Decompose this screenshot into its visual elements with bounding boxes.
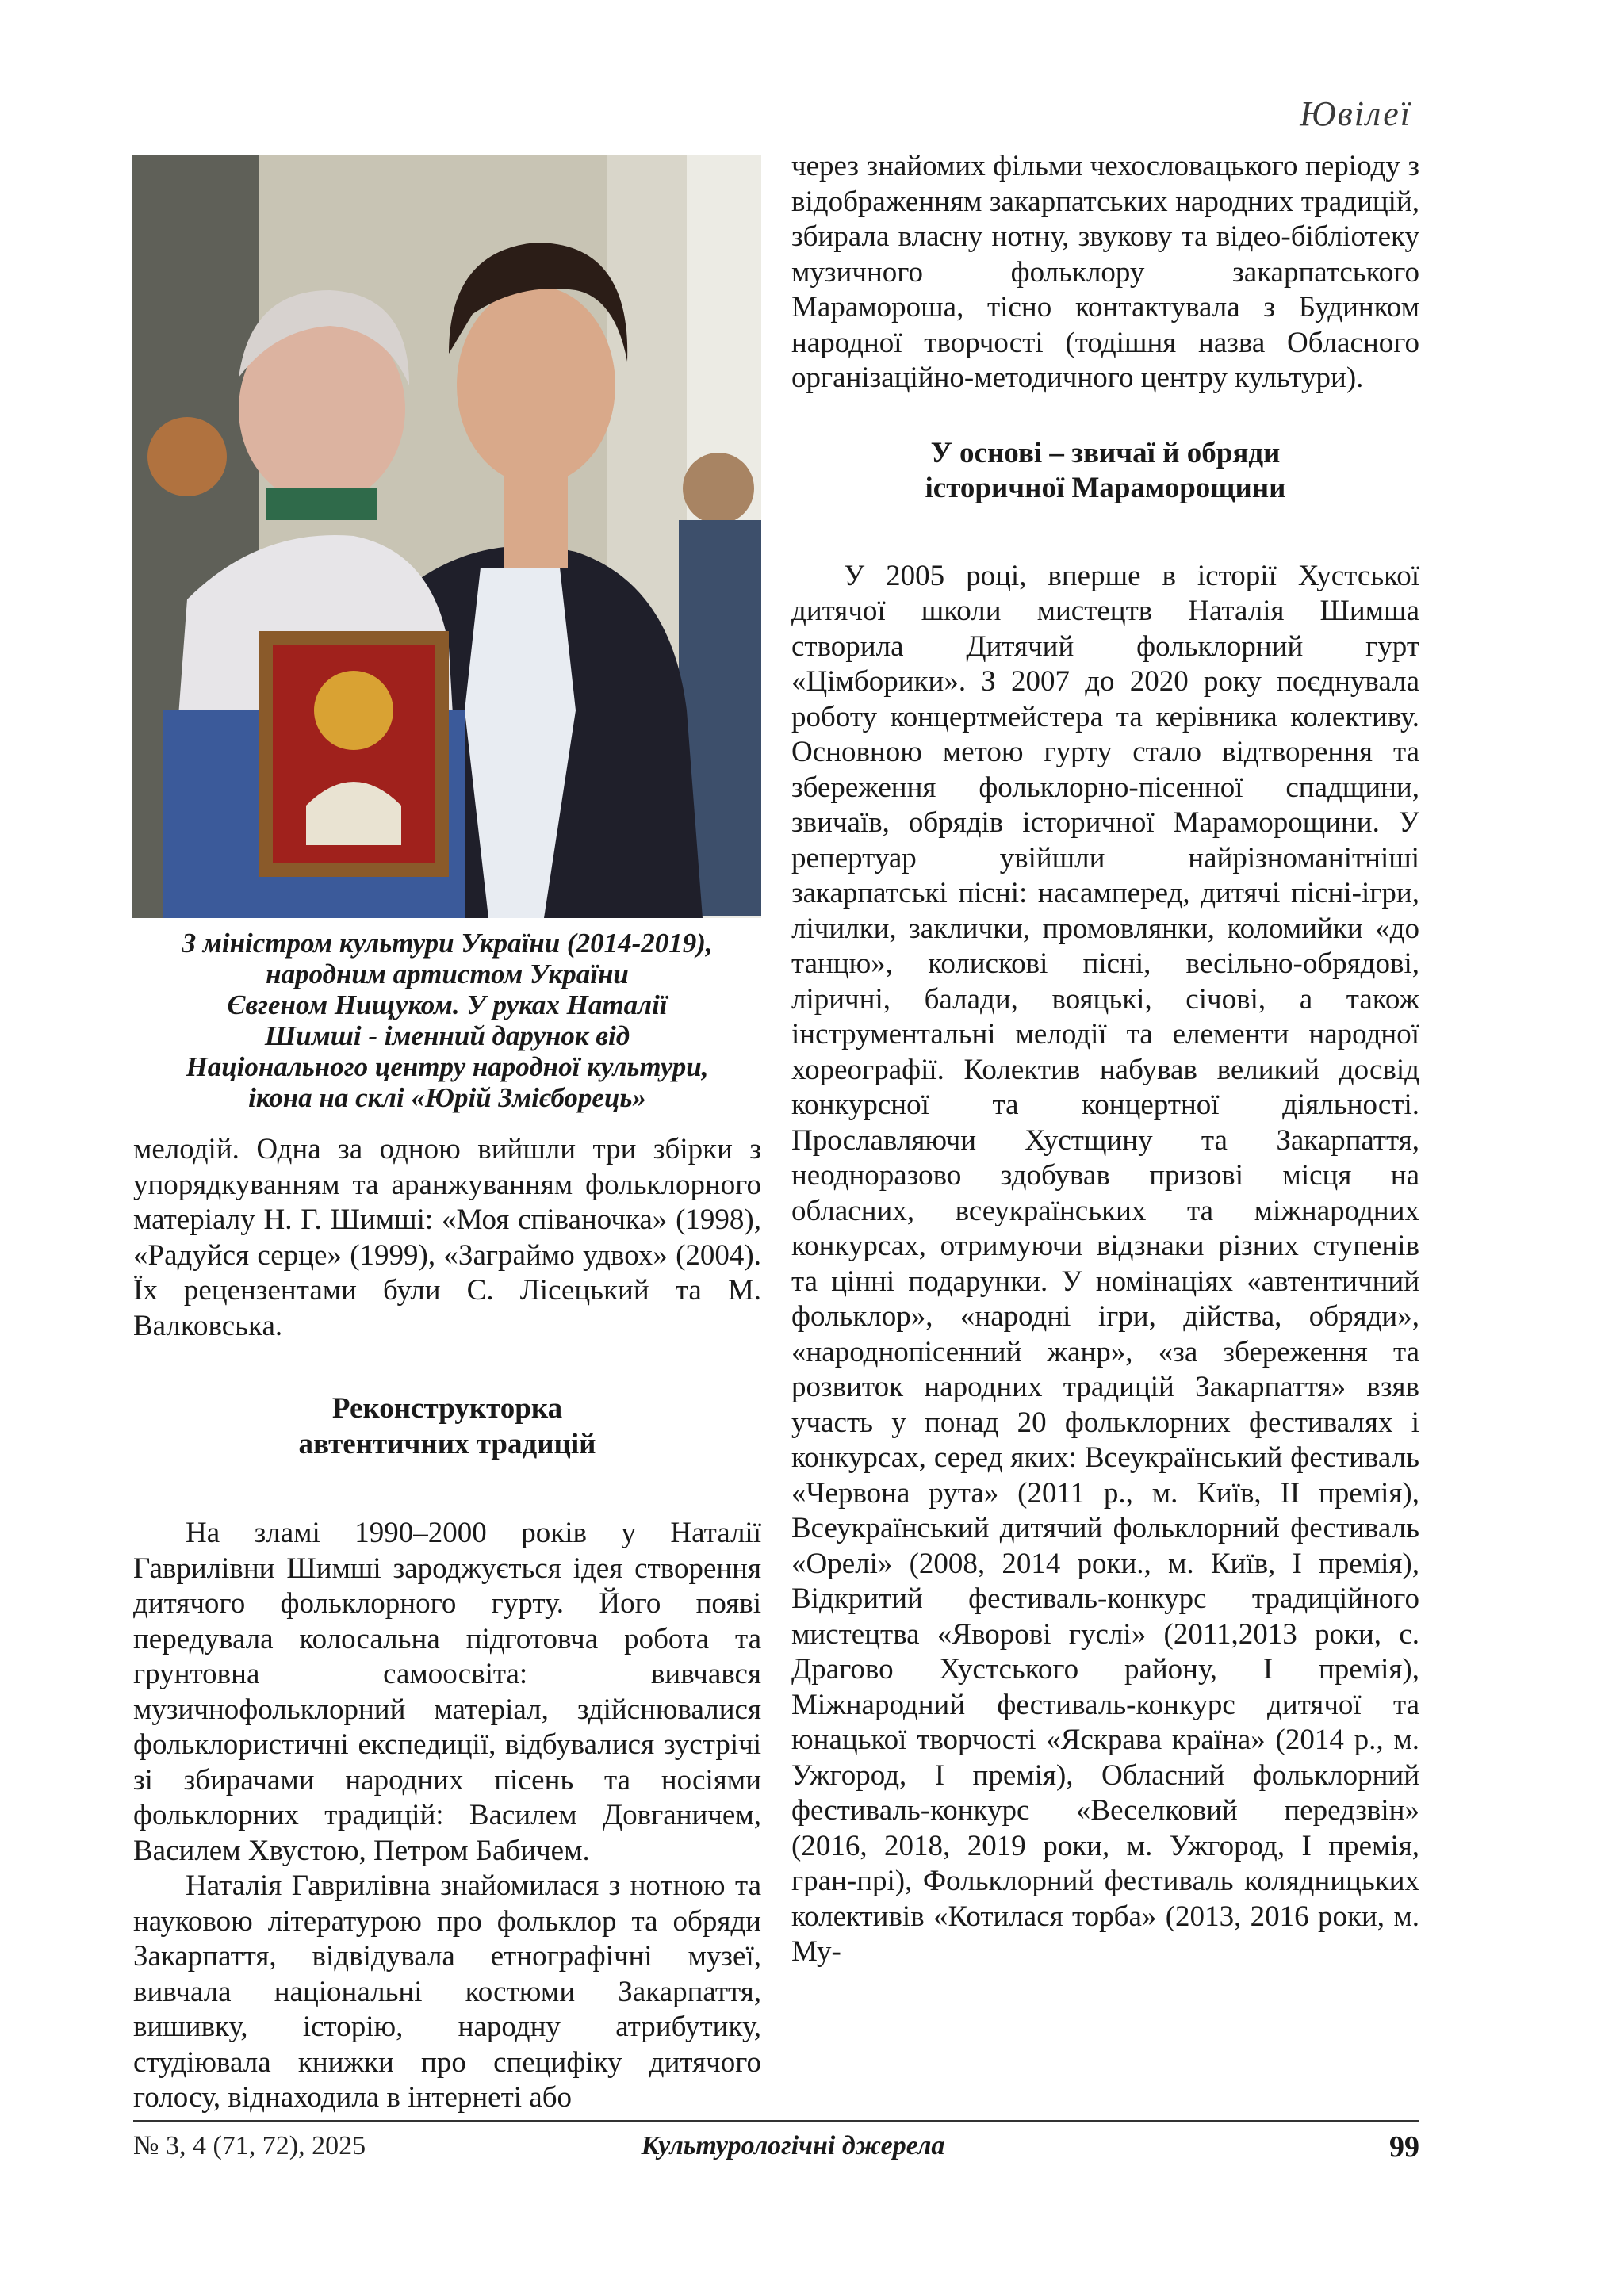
- body-paragraph: мелодій. Одна за одною вийшли три збірки з упорядкуванням та аранжуванням фольклорного матеріалу Н. Г. Шимші: «Моя співаночка» (1998), «Радуйся серце» (1999), «Заграймо удвох» (2004). Їх рецензентами були С. Лісецький та М. Валковська.: [133, 1133, 761, 1342]
- left-column: [133, 1132, 761, 2116]
- heading-line: У основі – звичаї й обряди: [930, 436, 1281, 469]
- caption-line: ікона на склі «Юрій Змієборець»: [248, 1082, 646, 1113]
- body-paragraph: На зламі 1990–2000 років у Наталії Гаврилівни Шимші зароджується ідея створення дитячого фольклорного гурту. Його появі передувала колосальна підготовча робота та грунтовна самоосвіта: вивчався музичнофольклорний матеріал, здійснювалися фольклористичні експедиції, відбувалися зустрічі зі збирачами народних пісень та носіями фольклорних традицій: Василем Довганичем, Василем Хвустою, Петром Бабичем.: [133, 1517, 761, 1867]
- caption-line: Національного центру народної культури,: [186, 1051, 709, 1082]
- issue-number: № 3, 4 (71, 72), 2025: [133, 2131, 366, 2160]
- heading-line: історичної Мараморощини: [925, 472, 1286, 504]
- caption-line: Євгеном Нищуком. У руках Наталії: [227, 989, 668, 1020]
- heading-line: автентичних традицій: [298, 1427, 596, 1460]
- caption-line: народним артистом України: [266, 959, 629, 989]
- heading-line: Реконструкторка: [331, 1392, 563, 1425]
- section-heading: [133, 1391, 761, 1462]
- section-heading: [791, 436, 1419, 507]
- article-photo: [132, 155, 761, 918]
- journal-title: Культурологічні джерела: [641, 2131, 945, 2160]
- caption-line: Шимші - іменний дарунок від: [264, 1020, 630, 1051]
- footer-rule: [133, 2120, 1419, 2122]
- body-paragraph: У 2005 році, вперше в історії Хустської дитячої школи мистецтв Наталія Шимша створила Дитячий фольклорний гурт «Цімборики». З 2007 до 2020 року поєднувала роботу концертмейстера та керівника колективу. Основною метою гурту стало відтворення та збереження фольклорно-пісенної спадщини, звичаїв, обрядів історичної Мараморощини. У репертуар увійшли найрізноманітніші закарпатські пісні: насамперед, дитячі пісні-ігри, лічилки, заклички, промовлянки, коломийки «до танцю», колискові пісні, весільно-обрядові, ліричні, балади, вояцькі, січові, а також інструментальні мелодії та елементи народної хореографії. Колектив набував великий досвід конкурсної та концертної діяльності. Прославляючи Хустщину та Закарпаття, неодноразово здобував призові місця на обласних, всеукраїнських та міжнародних конкурсах, отримуючи відзнаки різних ступенів та цінні подарунки. У номінаціях «автентичний фольклор», «народні ігри, дійства, обряди», «народнопісенний жанр», «за збереження та розвиток народних традицій Закарпаття» взяв участь у понад 20 фольклорних фестивалях і конкурсах, серед яких: Всеукраїнський фестиваль «Червона рута» (2011 р., м. Київ, ІІ премія), Всеукраїнський дитячий фольклорний фестиваль «Орелі» (2008, 2014 роки., м. Київ, І премія), Відкритий фестиваль-конкурс традиційного мистецтва «Яворові гуслі» (2011,2013 роки, с. Драгово Хустського району, І премія), Міжнародний фестиваль-конкурс дитячої та юнацької творчості «Яскрава країна» (2014 р., м. Ужгород, І премія), Обласний фольклорний фестиваль-конкурс «Веселковий передзвін» (2016, 2018, 2019 роки, м. Ужгород, І премія, гран-прі), Фольклорний фестиваль колядницьких колективів «Котилася торба» (2013, 2016 роки, м. Му-: [791, 559, 1419, 1968]
- body-paragraph: Наталія Гаврилівна знайомилася з нотною та науковою літературою про фольклор та обряди Закарпаття, відвідувала етнографічні музеї, вивчала національні костюми Закарпаття, вишивку, історію, народну атрибутику, студіювала книжки про специфіку дитячого голосу, віднаходила в інтернеті або: [133, 1869, 761, 2114]
- photo-caption: [133, 928, 761, 1113]
- right-column: [791, 149, 1419, 1970]
- photo-illustration: [132, 155, 761, 918]
- body-paragraph: через знайомих фільми чехословацького періоду з відображенням закарпатських народних традицій, збирала власну нотну, звукову та відео-бібліотеку музичного фольклору закарпатського Марамороша, тісно контактувала з Будинком народної творчості (тодішня назва Обласного організаційно-методичного центру культури).: [791, 150, 1419, 394]
- caption-line: З міністром культури України (2014-2019),: [182, 928, 713, 959]
- running-head: Ювілеї: [1300, 94, 1411, 133]
- page-number: 99: [1389, 2130, 1419, 2164]
